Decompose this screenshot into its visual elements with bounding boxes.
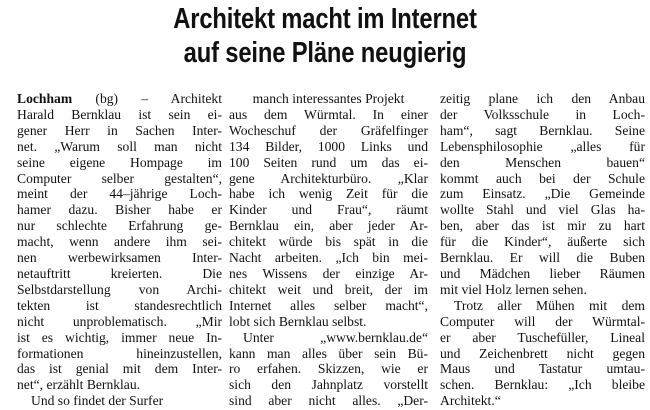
- article-line: sind aber nicht alles. „Der-: [229, 393, 428, 409]
- headline: [59, 2, 592, 70]
- article-line: Internet alles selber macht“,: [229, 297, 428, 313]
- article-line: sich den Jahnplatz vorstellt: [229, 377, 428, 393]
- article-line: macht, wenn andere ihm sei-: [17, 234, 222, 250]
- article-column-1: [17, 91, 222, 409]
- article-line: 100 Seiten rund um das ei-: [229, 154, 428, 170]
- article-line: chitekt weit und breit, der im: [229, 281, 428, 297]
- article-line: gener Herr in Sachen Inter-: [17, 122, 222, 138]
- article-line: meint der 44–jährige Loch-: [17, 186, 222, 202]
- article-line: ben, aber das ist mir zu hart: [440, 218, 645, 234]
- article-line: net“, erzählt Bernklau.: [17, 377, 141, 393]
- article-line: ro erfahen. Skizzen, wie er: [229, 361, 428, 377]
- article-line: aus dem Würmtal. In einer: [229, 106, 428, 122]
- article-line: seine eigene Hompage im: [17, 154, 222, 170]
- article-column-2: [229, 91, 428, 409]
- article-line: kann man alles über sein Bü-: [229, 345, 428, 361]
- article-line: nen werbewirksamen Inter-: [17, 250, 222, 266]
- article-line: hamer dazu. Bisher habe er: [17, 202, 222, 218]
- article-line: Maus und Tastatur umtau-: [440, 361, 645, 377]
- article-line: Lebensphilosophie „alles für: [440, 138, 645, 154]
- article-line: netauftritt kreierten. Die: [17, 265, 222, 281]
- article-line: zeitig plane ich den Anbau: [440, 91, 645, 106]
- article-line: Bernklau ein, aber jeder Ar-: [229, 218, 428, 234]
- article-line: ist es wichtig, immer neue In-: [17, 329, 222, 345]
- article-line: Bernklau. Er will die Buben: [440, 250, 645, 266]
- article-line: manch interessantes Projekt: [252, 91, 405, 106]
- article-line: und Zeichenbrett nicht gegen: [440, 345, 645, 361]
- article-line: zum Einsatz. „Die Gemeinde: [440, 186, 645, 202]
- article-line: 134 Bilder, 1000 Links und: [229, 138, 428, 154]
- article-line: Architekt.“: [440, 393, 501, 409]
- article-line: Selbstdarstellung von Archi-: [17, 281, 222, 297]
- article-line: habe ich wenig Zeit für die: [229, 186, 428, 202]
- article-line: ham“, sagt Bernklau. Seine: [440, 122, 645, 138]
- article-line: [17, 91, 222, 107]
- article-line: Wocheschuf der Gräfelfinger: [229, 122, 428, 138]
- article-line: Unter „www.bernklau.de“: [243, 329, 428, 345]
- headline-line-2: auf seine Pläne neugierig: [183, 37, 467, 69]
- article-line: Und so findet der Surfer: [31, 393, 164, 409]
- article-line-text: (bg) – Architekt: [72, 91, 222, 106]
- article-line: nicht unproblematisch. „Mir: [17, 313, 222, 329]
- article-line: nes Wissens der einzige Ar-: [229, 265, 428, 281]
- article-line: er aber Tuschefüller, Lineal: [440, 329, 645, 345]
- article-line: und Mädchen lieber Räumen: [440, 265, 645, 281]
- dateline: Lochham: [17, 91, 73, 106]
- article-line: Trotz aller Mühen mit dem: [454, 297, 645, 313]
- article-line: das ist genial mit dem Inter-: [17, 361, 222, 377]
- article-line: gene Architekturbüro. „Klar: [229, 170, 428, 186]
- article-line: formationen hineinzustellen,: [17, 345, 222, 361]
- article-line: tekten ist standesrechtlich: [17, 297, 222, 313]
- article-line: chitekt würde bis spät in die: [229, 234, 428, 250]
- article-line: Harald Bernklau ist sein ei-: [17, 106, 222, 122]
- article-column-3: [440, 91, 645, 409]
- article-line: Kinder und Frau“, räumt: [229, 202, 428, 218]
- article-line: Computer will der Würmtal-: [440, 313, 645, 329]
- article-line: wollte Stahl und viel Glas ha-: [440, 202, 645, 218]
- article-line: schen. Bernklau: „Ich bleibe: [440, 377, 645, 393]
- article-line: nur schlechte Erfahrung ge-: [17, 218, 222, 234]
- article-line: kommt auch bei der Schule: [440, 170, 645, 186]
- article-line: für die Kinder“, äußerte sich: [440, 234, 645, 250]
- article-line: lobt sich Bernklau selbst.: [229, 313, 367, 329]
- headline-line-1: Architekt macht im Internet: [173, 3, 477, 35]
- article-line: Computer selber gestalten“,: [17, 170, 222, 186]
- article-line: den Menschen bauen“: [440, 154, 645, 170]
- article-line: der Volksschule in Loch-: [440, 106, 645, 122]
- article-line: mit viel Holz lernen sehen.: [440, 281, 587, 297]
- article-line: net. „Warum soll man nicht: [17, 138, 222, 154]
- article-line: Nacht arbeiten. „Ich bin mei-: [229, 250, 428, 266]
